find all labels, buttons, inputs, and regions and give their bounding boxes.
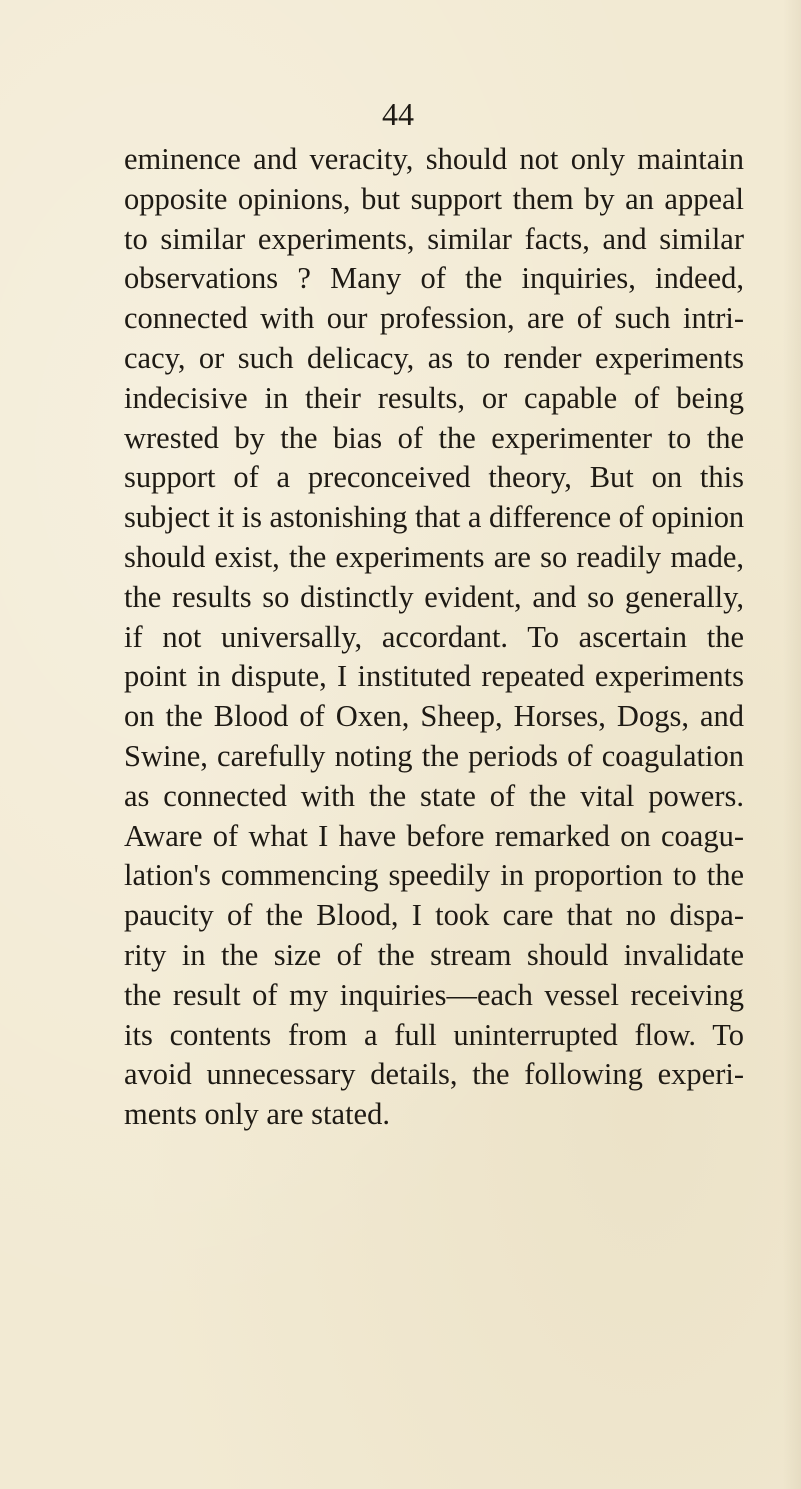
text-line: its contents from a full uninterrupted flow. To bbox=[124, 1017, 744, 1052]
page-number: 44 bbox=[382, 96, 414, 132]
text-line: the result of my inquiries—each vessel receiving bbox=[124, 977, 744, 1012]
text-line: wrested by the bias of the experimenter to the bbox=[124, 420, 744, 455]
text-line: lation's commencing speedily in proportion to the bbox=[124, 858, 744, 893]
text-line: Swine, carefully noting the periods of coagulation bbox=[124, 738, 744, 773]
text-line: avoid unnecessary details, the following experi- bbox=[124, 1057, 744, 1092]
text-line: opposite opinions, but support them by an appeal bbox=[124, 181, 744, 216]
text-line: subject it is astonishing that a difference of opinion bbox=[124, 500, 744, 535]
text-line: as connected with the state of the vital powers. bbox=[124, 778, 744, 813]
text-line: Aware of what I have before remarked on coagu- bbox=[124, 818, 744, 853]
text-line: to similar experiments, similar facts, and similar bbox=[124, 221, 744, 256]
text-line: eminence and veracity, should not only maintain bbox=[124, 142, 744, 176]
text-line: connected with our profession, are of such intri- bbox=[124, 301, 744, 336]
text-line: should exist, the experiments are so readily made, bbox=[124, 539, 744, 574]
text-line: if not universally, accordant. To ascertain the bbox=[124, 619, 744, 654]
text-line: cacy, or such delicacy, as to render experiments bbox=[124, 340, 744, 375]
text-line: paucity of the Blood, I took care that no dispa- bbox=[124, 898, 744, 933]
body-paragraph bbox=[124, 140, 744, 1135]
text-line: ments only are stated. bbox=[124, 1097, 390, 1132]
text-line: point in dispute, I instituted repeated experiments bbox=[124, 659, 744, 694]
text-line: observations ? Many of the inquiries, indeed, bbox=[124, 261, 744, 296]
text-line: the results so distinctly evident, and so generally, bbox=[124, 579, 744, 614]
text-line: support of a preconceived theory, But on this bbox=[124, 460, 744, 495]
text-line: rity in the size of the stream should invalidate bbox=[124, 937, 744, 972]
text-line: indecisive in their results, or capable of being bbox=[124, 380, 744, 415]
text-line: on the Blood of Oxen, Sheep, Horses, Dogs, and bbox=[124, 699, 744, 734]
page-edge-shadow bbox=[783, 0, 801, 1489]
